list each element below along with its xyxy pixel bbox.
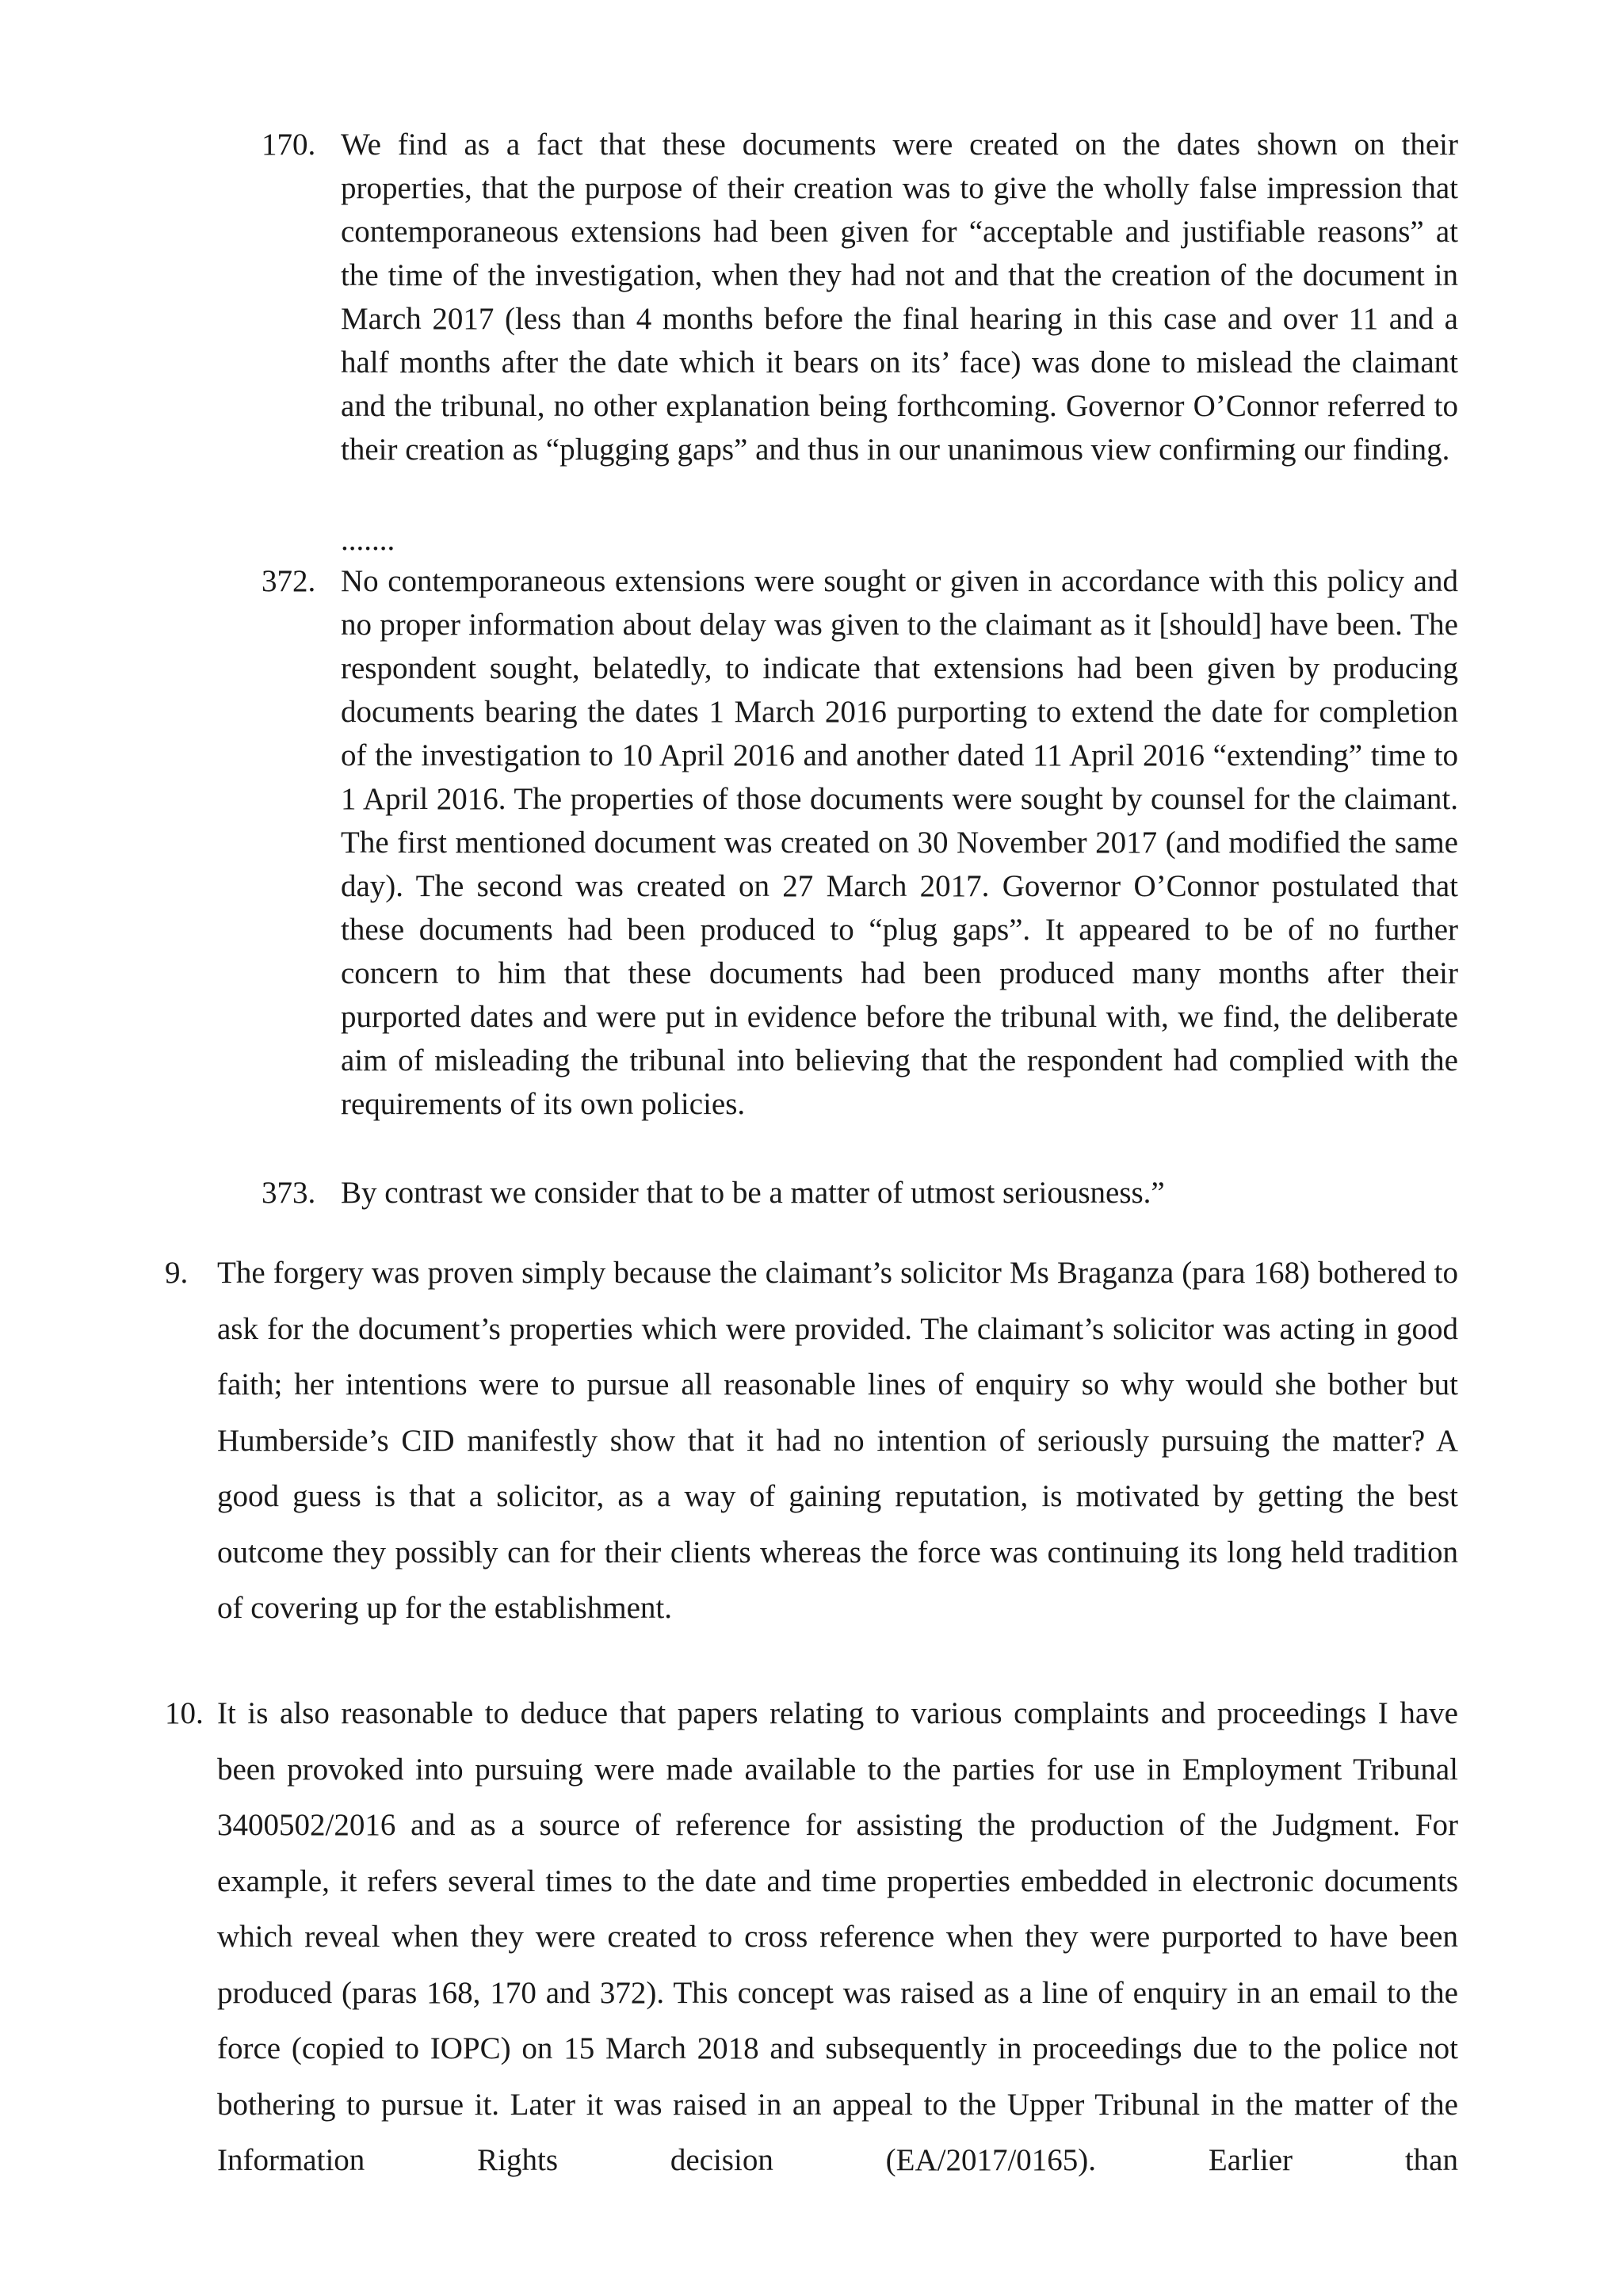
paragraph-text: It is also reasonable to deduce that papers relating to various complaints and proceedings I have been provoked into pursuing were made available to the parties for use in Employment Tribunal 3400502/2016 and as a source of reference for assisting the production of the Judgment. For example, it refers several times to the date and time properties embedded in electronic documents which reveal when they were created to cross reference when they were purported to have been produced (paras 168, 170 and 372). This concept was raised as a line of enquiry in an email to the force (copied to IOPC) on 15 March 2018 and subsequently in proceedings due to the police not bothering to pursue it. Later it was raised in an appeal to the Upper Tribunal in the matter of the Information Rights decision (EA/2017/0165). Earlier than	[217, 1696, 1458, 2177]
paragraph-text: The forgery was proven simply because the claimant’s solicitor Ms Braganza (para 168) bothered to ask for the document’s properties which were provided. The claimant’s solicitor was acting in good faith; her intentions were to pursue all reasonable lines of enquiry so why would she bother but Humberside’s CID manifestly show that it had no intention of seriously pursuing the matter? A good guess is that a solicitor, as a way of gaining reputation, is motivated by getting the best outcome they possibly can for their clients whereas the force was continuing its long held tradition of covering up for the establishment.	[217, 1256, 1458, 1625]
quoted-paragraph-372	[262, 559, 1458, 1126]
paragraph-number: 9.	[165, 1256, 189, 1290]
quoted-paragraph-373	[262, 1171, 1458, 1215]
paragraph-9	[165, 1245, 1458, 1637]
paragraph-number: 170.	[262, 128, 316, 162]
paragraph-number: 10.	[165, 1696, 204, 1730]
quoted-paragraph-170	[262, 123, 1458, 471]
paragraph-text: By contrast we consider that to be a matter of utmost seriousness.”	[341, 1176, 1165, 1210]
paragraph-number: 373.	[262, 1176, 316, 1210]
paragraph-text: We find as a fact that these documents were created on the dates shown on their properties, that the purpose of their creation was to give the wholly false impression that contemporaneous extensions had been given for “acceptable and justifiable reasons” at the time of the investigation, when they had not and that the creation of the document in March 2017 (less than 4 months before the final hearing in this case and over 11 and a half months after the date which it bears on its’ face) was done to mislead the claimant and the tribunal, no other explanation being forthcoming. Governor O’Connor referred to their creation as “plugging gaps” and thus in our unanimous view confirming our finding.	[341, 128, 1458, 467]
paragraph-text: No contemporaneous extensions were sought or given in accordance with this policy and no proper information about delay was given to the claimant as it [should] have been. The respondent sought, belatedly, to indicate that extensions had been given by producing documents bearing the dates 1 March 2016 purporting to extend the date for completion of the investigation to 10 April 2016 and another dated 11 April 2016 “extending” time to 1 April 2016. The properties of those documents were sought by counsel for the claimant. The first mentioned document was created on 30 November 2017 (and modified the same day). The second was created on 27 March 2017. Governor O’Connor postulated that these documents had been produced to “plug gaps”. It appeared to be of no further concern to him that these documents had been produced many months after their purported dates and were put in evidence before the tribunal with, we find, the deliberate aim of misleading the tribunal into believing that the respondent had complied with the requirements of its own policies.	[341, 564, 1458, 1121]
paragraph-number: 372.	[262, 564, 316, 598]
omission-ellipsis: .......	[341, 523, 395, 557]
paragraph-10	[165, 1686, 1458, 2189]
